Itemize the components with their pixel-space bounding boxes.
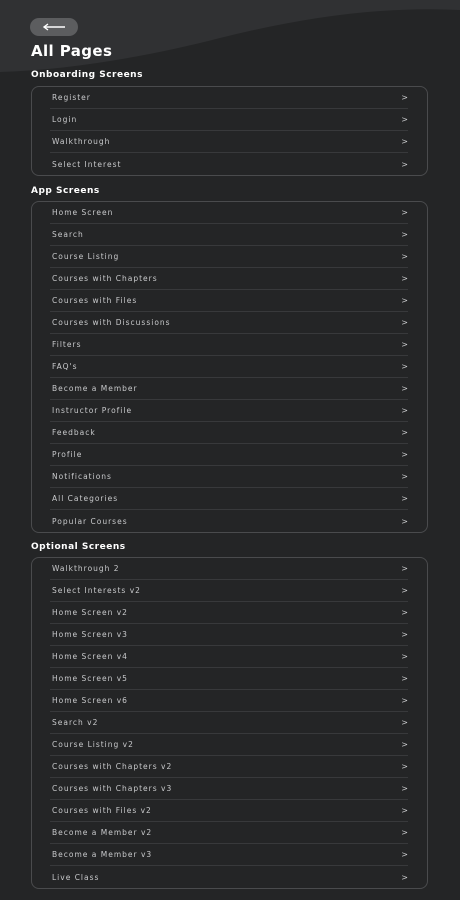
chevron-right-icon: >	[401, 115, 408, 124]
nav-item-label: Courses with Discussions	[52, 318, 171, 327]
nav-item-label: Become a Member v3	[52, 850, 153, 859]
nav-item-courses-with-chapters-v3[interactable]	[50, 778, 408, 800]
nav-item-walkthrough[interactable]	[50, 131, 408, 153]
nav-item-home-screen[interactable]	[50, 202, 408, 224]
nav-item-course-listing-v2[interactable]	[50, 734, 408, 756]
chevron-right-icon: >	[401, 564, 408, 573]
chevron-right-icon: >	[401, 740, 408, 749]
chevron-right-icon: >	[401, 872, 408, 882]
chevron-right-icon: >	[401, 93, 408, 102]
nav-item-label: Search v2	[52, 718, 99, 727]
nav-item-walkthrough-2[interactable]	[50, 558, 408, 580]
nav-item-feedback[interactable]	[50, 422, 408, 444]
nav-item-label: Courses with Files v2	[52, 806, 152, 815]
section-title-onboarding: Onboarding Screens	[31, 70, 143, 80]
nav-item-select-interests-v2[interactable]	[50, 580, 408, 602]
page-title: All Pages	[31, 42, 113, 60]
chevron-right-icon: >	[401, 630, 408, 639]
nav-item-search-v2[interactable]	[50, 712, 408, 734]
nav-item-home-screen-v5[interactable]	[50, 668, 408, 690]
nav-item-home-screen-v2[interactable]	[50, 602, 408, 624]
nav-item-live-class[interactable]	[50, 866, 408, 888]
chevron-right-icon: >	[401, 230, 408, 239]
nav-item-label: Select Interests v2	[52, 586, 141, 595]
nav-item-label: Home Screen v5	[52, 674, 128, 683]
chevron-right-icon: >	[401, 296, 408, 305]
chevron-right-icon: >	[401, 586, 408, 595]
nav-item-courses-with-chapters-v2[interactable]	[50, 756, 408, 778]
nav-item-label: Popular Courses	[52, 516, 128, 526]
nav-item-courses-with-files-v2[interactable]	[50, 800, 408, 822]
nav-item-all-categories[interactable]	[50, 488, 408, 510]
chevron-right-icon: >	[401, 450, 408, 459]
nav-item-label: Courses with Chapters v2	[52, 762, 173, 771]
nav-item-notifications[interactable]	[50, 466, 408, 488]
nav-item-search[interactable]	[50, 224, 408, 246]
nav-item-label: Feedback	[52, 428, 96, 437]
nav-item-label: FAQ's	[52, 362, 78, 371]
chevron-right-icon: >	[401, 494, 408, 503]
nav-item-label: Select Interest	[52, 159, 122, 169]
chevron-right-icon: >	[401, 472, 408, 481]
arrow-left-icon	[41, 23, 67, 31]
chevron-right-icon: >	[401, 696, 408, 705]
nav-item-label: Profile	[52, 450, 83, 459]
chevron-right-icon: >	[401, 762, 408, 771]
chevron-right-icon: >	[401, 718, 408, 727]
section-card-optional	[31, 557, 428, 889]
chevron-right-icon: >	[401, 362, 408, 371]
chevron-right-icon: >	[401, 318, 408, 327]
chevron-right-icon: >	[401, 674, 408, 683]
nav-item-label: Search	[52, 230, 84, 239]
section-title-optional: Optional Screens	[31, 542, 126, 552]
nav-item-label: Register	[52, 93, 91, 102]
nav-item-courses-with-discussions[interactable]	[50, 312, 408, 334]
nav-item-label: Home Screen v3	[52, 630, 128, 639]
nav-item-label: Walkthrough 2	[52, 564, 120, 573]
nav-item-filters[interactable]	[50, 334, 408, 356]
nav-item-label: Courses with Files	[52, 296, 138, 305]
chevron-right-icon: >	[401, 516, 408, 526]
nav-item-label: Course Listing v2	[52, 740, 134, 749]
nav-item-label: Instructor Profile	[52, 406, 133, 415]
nav-item-label: Filters	[52, 340, 82, 349]
chevron-right-icon: >	[401, 428, 408, 437]
chevron-right-icon: >	[401, 806, 408, 815]
section-card-app	[31, 201, 428, 533]
nav-item-label: All Categories	[52, 494, 119, 503]
nav-item-home-screen-v3[interactable]	[50, 624, 408, 646]
chevron-right-icon: >	[401, 252, 408, 261]
chevron-right-icon: >	[401, 137, 408, 146]
chevron-right-icon: >	[401, 340, 408, 349]
nav-item-label: Live Class	[52, 872, 100, 882]
section-card-onboarding	[31, 86, 428, 176]
chevron-right-icon: >	[401, 608, 408, 617]
nav-item-label: Home Screen	[52, 208, 114, 217]
nav-item-label: Notifications	[52, 472, 112, 481]
nav-item-home-screen-v4[interactable]	[50, 646, 408, 668]
nav-item-faqs[interactable]	[50, 356, 408, 378]
nav-item-login[interactable]	[50, 109, 408, 131]
nav-item-label: Courses with Chapters	[52, 274, 158, 283]
nav-item-label: Home Screen v2	[52, 608, 128, 617]
chevron-right-icon: >	[401, 828, 408, 837]
chevron-right-icon: >	[401, 274, 408, 283]
nav-item-label: Become a Member	[52, 384, 138, 393]
nav-item-home-screen-v6[interactable]	[50, 690, 408, 712]
nav-item-label: Home Screen v4	[52, 652, 128, 661]
nav-item-label: Courses with Chapters v3	[52, 784, 173, 793]
nav-item-label: Login	[52, 115, 78, 124]
section-title-app: App Screens	[31, 186, 100, 196]
chevron-right-icon: >	[401, 159, 408, 169]
nav-item-course-listing[interactable]	[50, 246, 408, 268]
nav-item-become-a-member-v2[interactable]	[50, 822, 408, 844]
nav-item-label: Home Screen v6	[52, 696, 128, 705]
back-button[interactable]	[30, 18, 78, 36]
nav-item-select-interest[interactable]	[50, 153, 408, 175]
nav-item-become-a-member[interactable]	[50, 378, 408, 400]
chevron-right-icon: >	[401, 850, 408, 859]
nav-item-profile[interactable]	[50, 444, 408, 466]
nav-item-label: Become a Member v2	[52, 828, 153, 837]
chevron-right-icon: >	[401, 652, 408, 661]
nav-item-label: Course Listing	[52, 252, 120, 261]
nav-item-popular-courses[interactable]	[50, 510, 408, 532]
nav-item-label: Walkthrough	[52, 137, 111, 146]
nav-item-courses-with-chapters[interactable]	[50, 268, 408, 290]
nav-item-instructor-profile[interactable]	[50, 400, 408, 422]
nav-item-register[interactable]	[50, 87, 408, 109]
chevron-right-icon: >	[401, 208, 408, 217]
nav-item-courses-with-files[interactable]	[50, 290, 408, 312]
nav-item-become-a-member-v3[interactable]	[50, 844, 408, 866]
chevron-right-icon: >	[401, 784, 408, 793]
chevron-right-icon: >	[401, 406, 408, 415]
chevron-right-icon: >	[401, 384, 408, 393]
